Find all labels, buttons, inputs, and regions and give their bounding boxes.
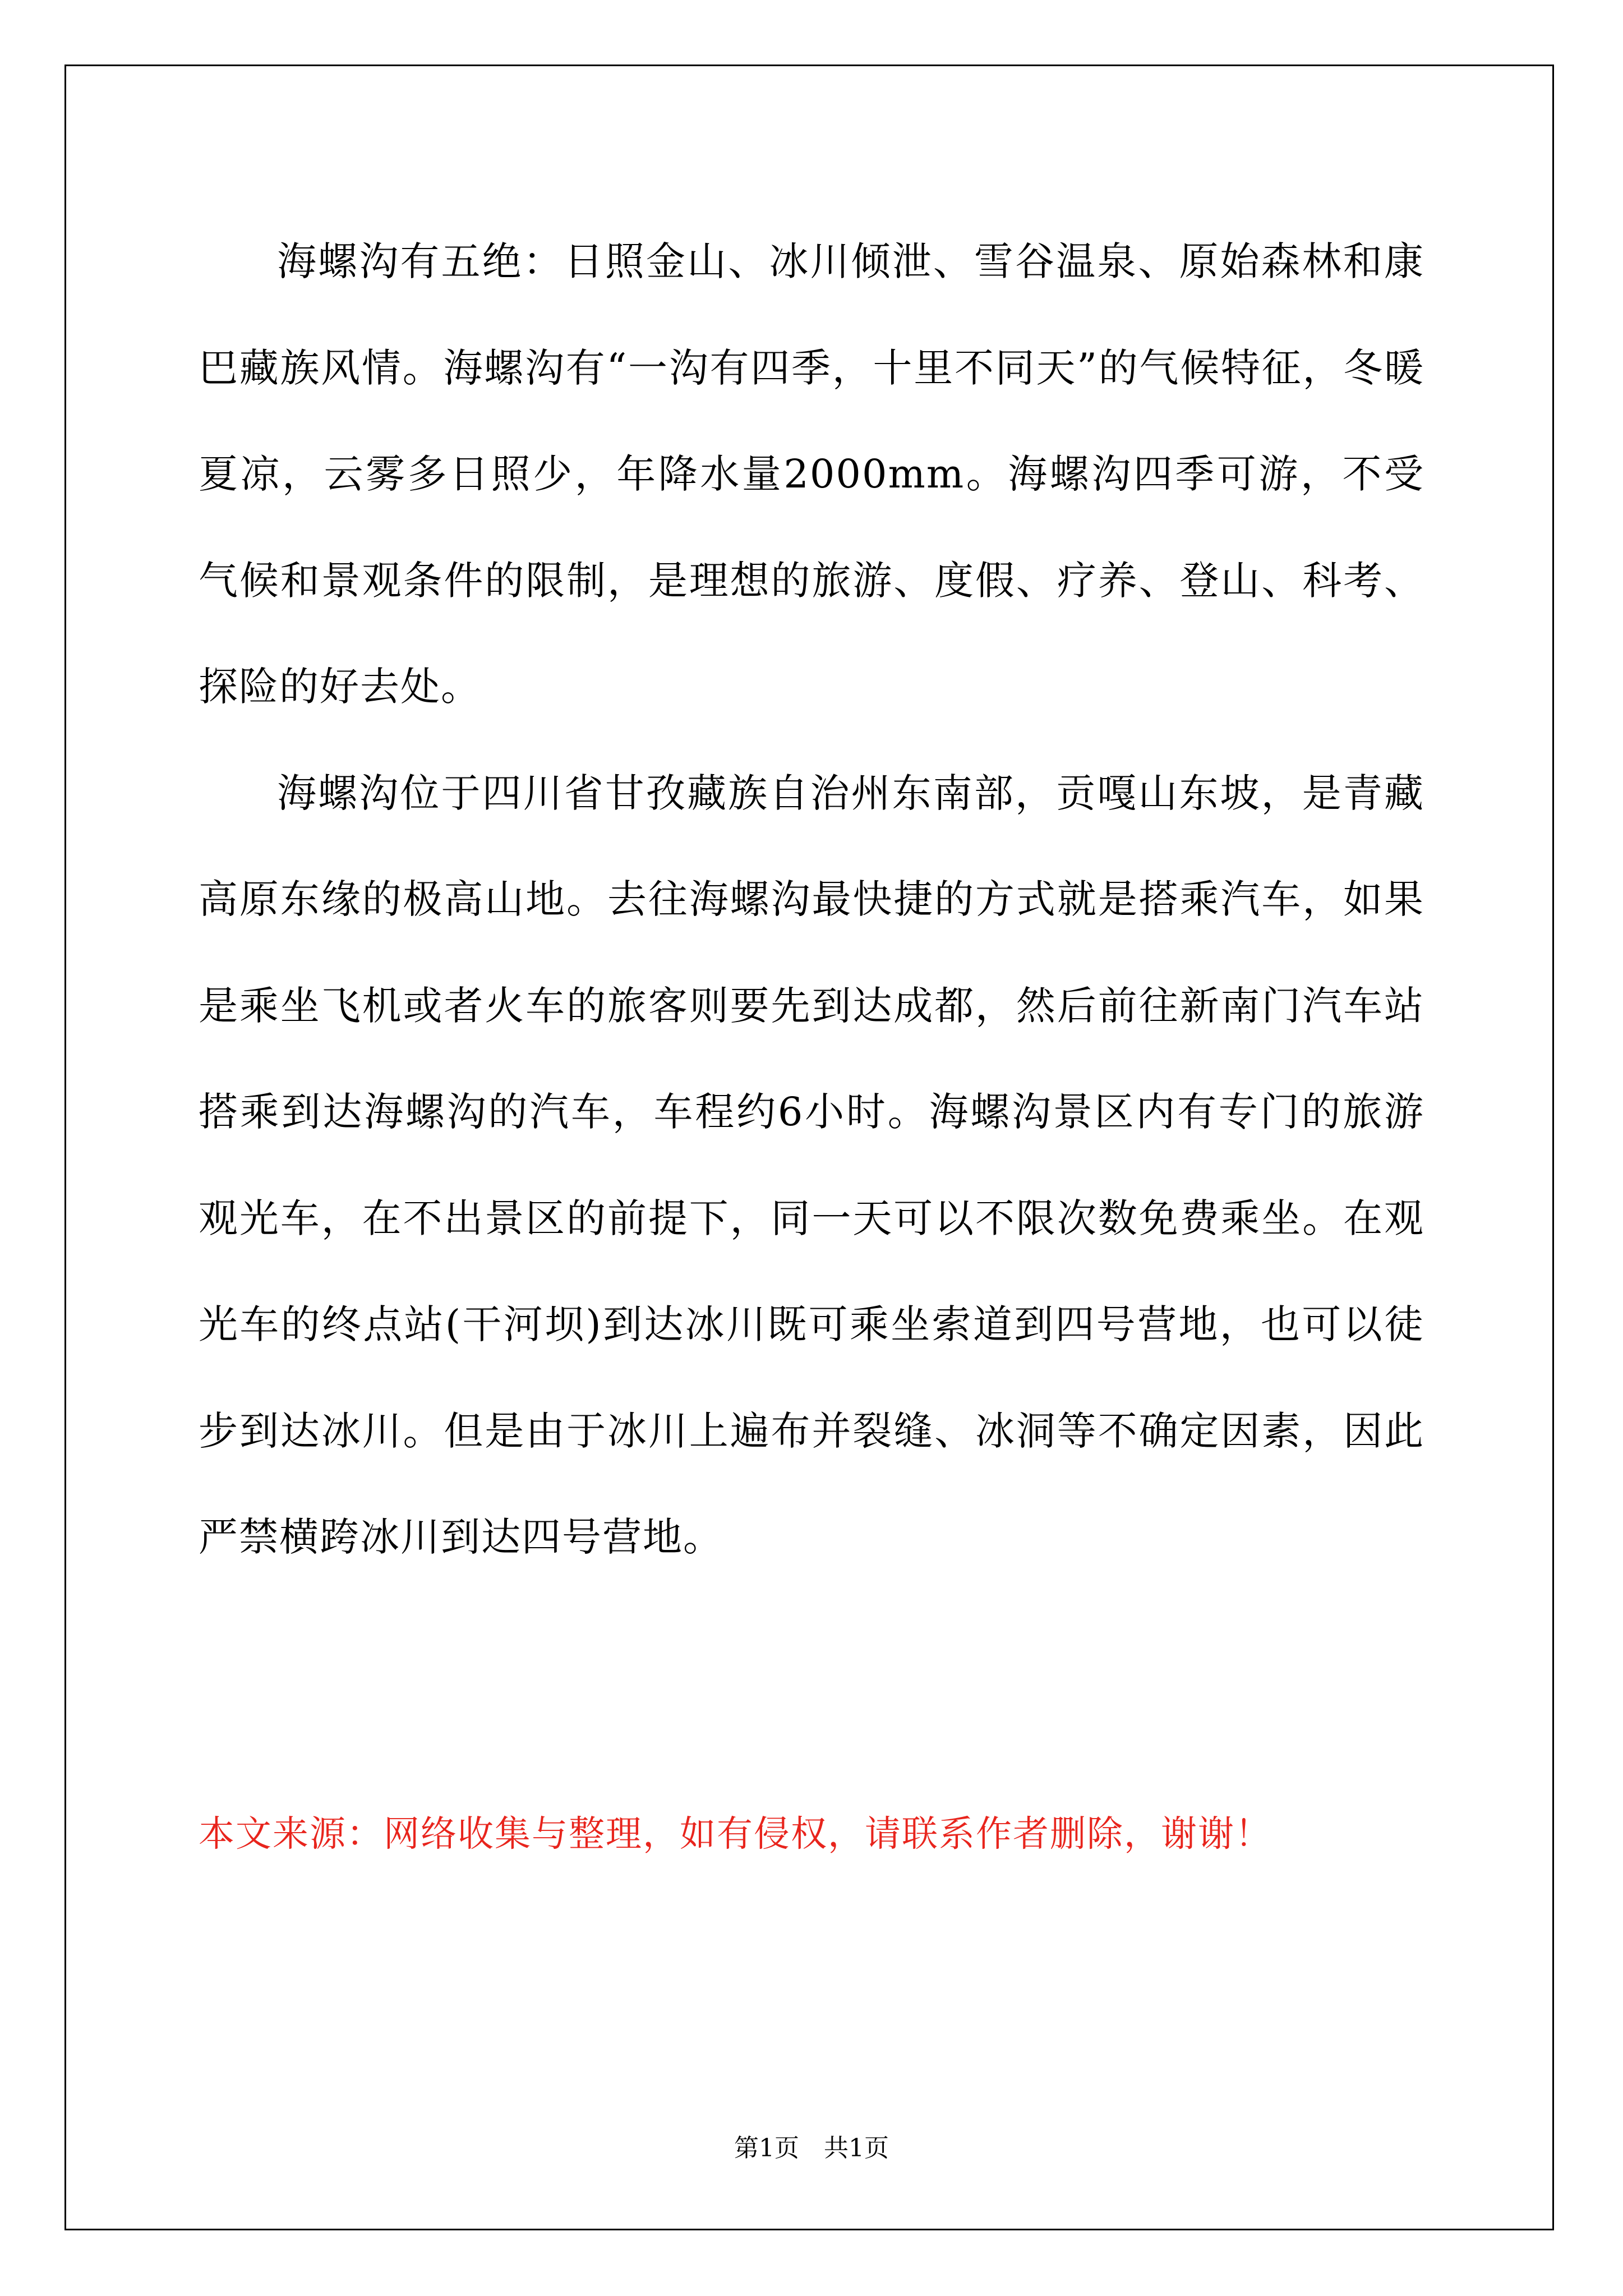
page-footer: 第1页 共1页 <box>734 2134 889 2162</box>
document-body <box>199 209 1424 1591</box>
paragraph-1: 海螺沟有五绝：日照金山、冰川倾泄、雪谷温泉、原始森林和康巴藏族风情。海螺沟有“一沟有四季，十里不同天”的气候特征，冬暖夏凉，云雾多日照少，年降水量2000mm。海螺沟四季可游，不受气候和景观条件的限制，是理想的旅游、度假、疗养、登山、科考、探险的好去处。 <box>199 238 1424 710</box>
paragraph-2: 海螺沟位于四川省甘孜藏族自治州东南部，贡嘎山东坡，是青藏高原东缘的极高山地。去往海螺沟最快捷的方式就是搭乘汽车，如果是乘坐飞机或者火车的旅客则要先到达成都，然后前往新南门汽车站搭乘到达海螺沟的汽车，车程约6小时。海螺沟景区内有专门的旅游观光车，在不出景区的前提下，同一天可以不限次数免费乘坐。在观光车的终点站(干河坝)到达冰川既可乘坐索道到四号营地，也可以徒步到达冰川。但是由于冰川上遍布并裂缝、冰洞等不确定因素，因此严禁横跨冰川到达四号营地。 <box>199 770 1424 1560</box>
source-note: 本文来源：网络收集与整理，如有侵权，请联系作者删除，谢谢！ <box>199 1814 1272 1855</box>
